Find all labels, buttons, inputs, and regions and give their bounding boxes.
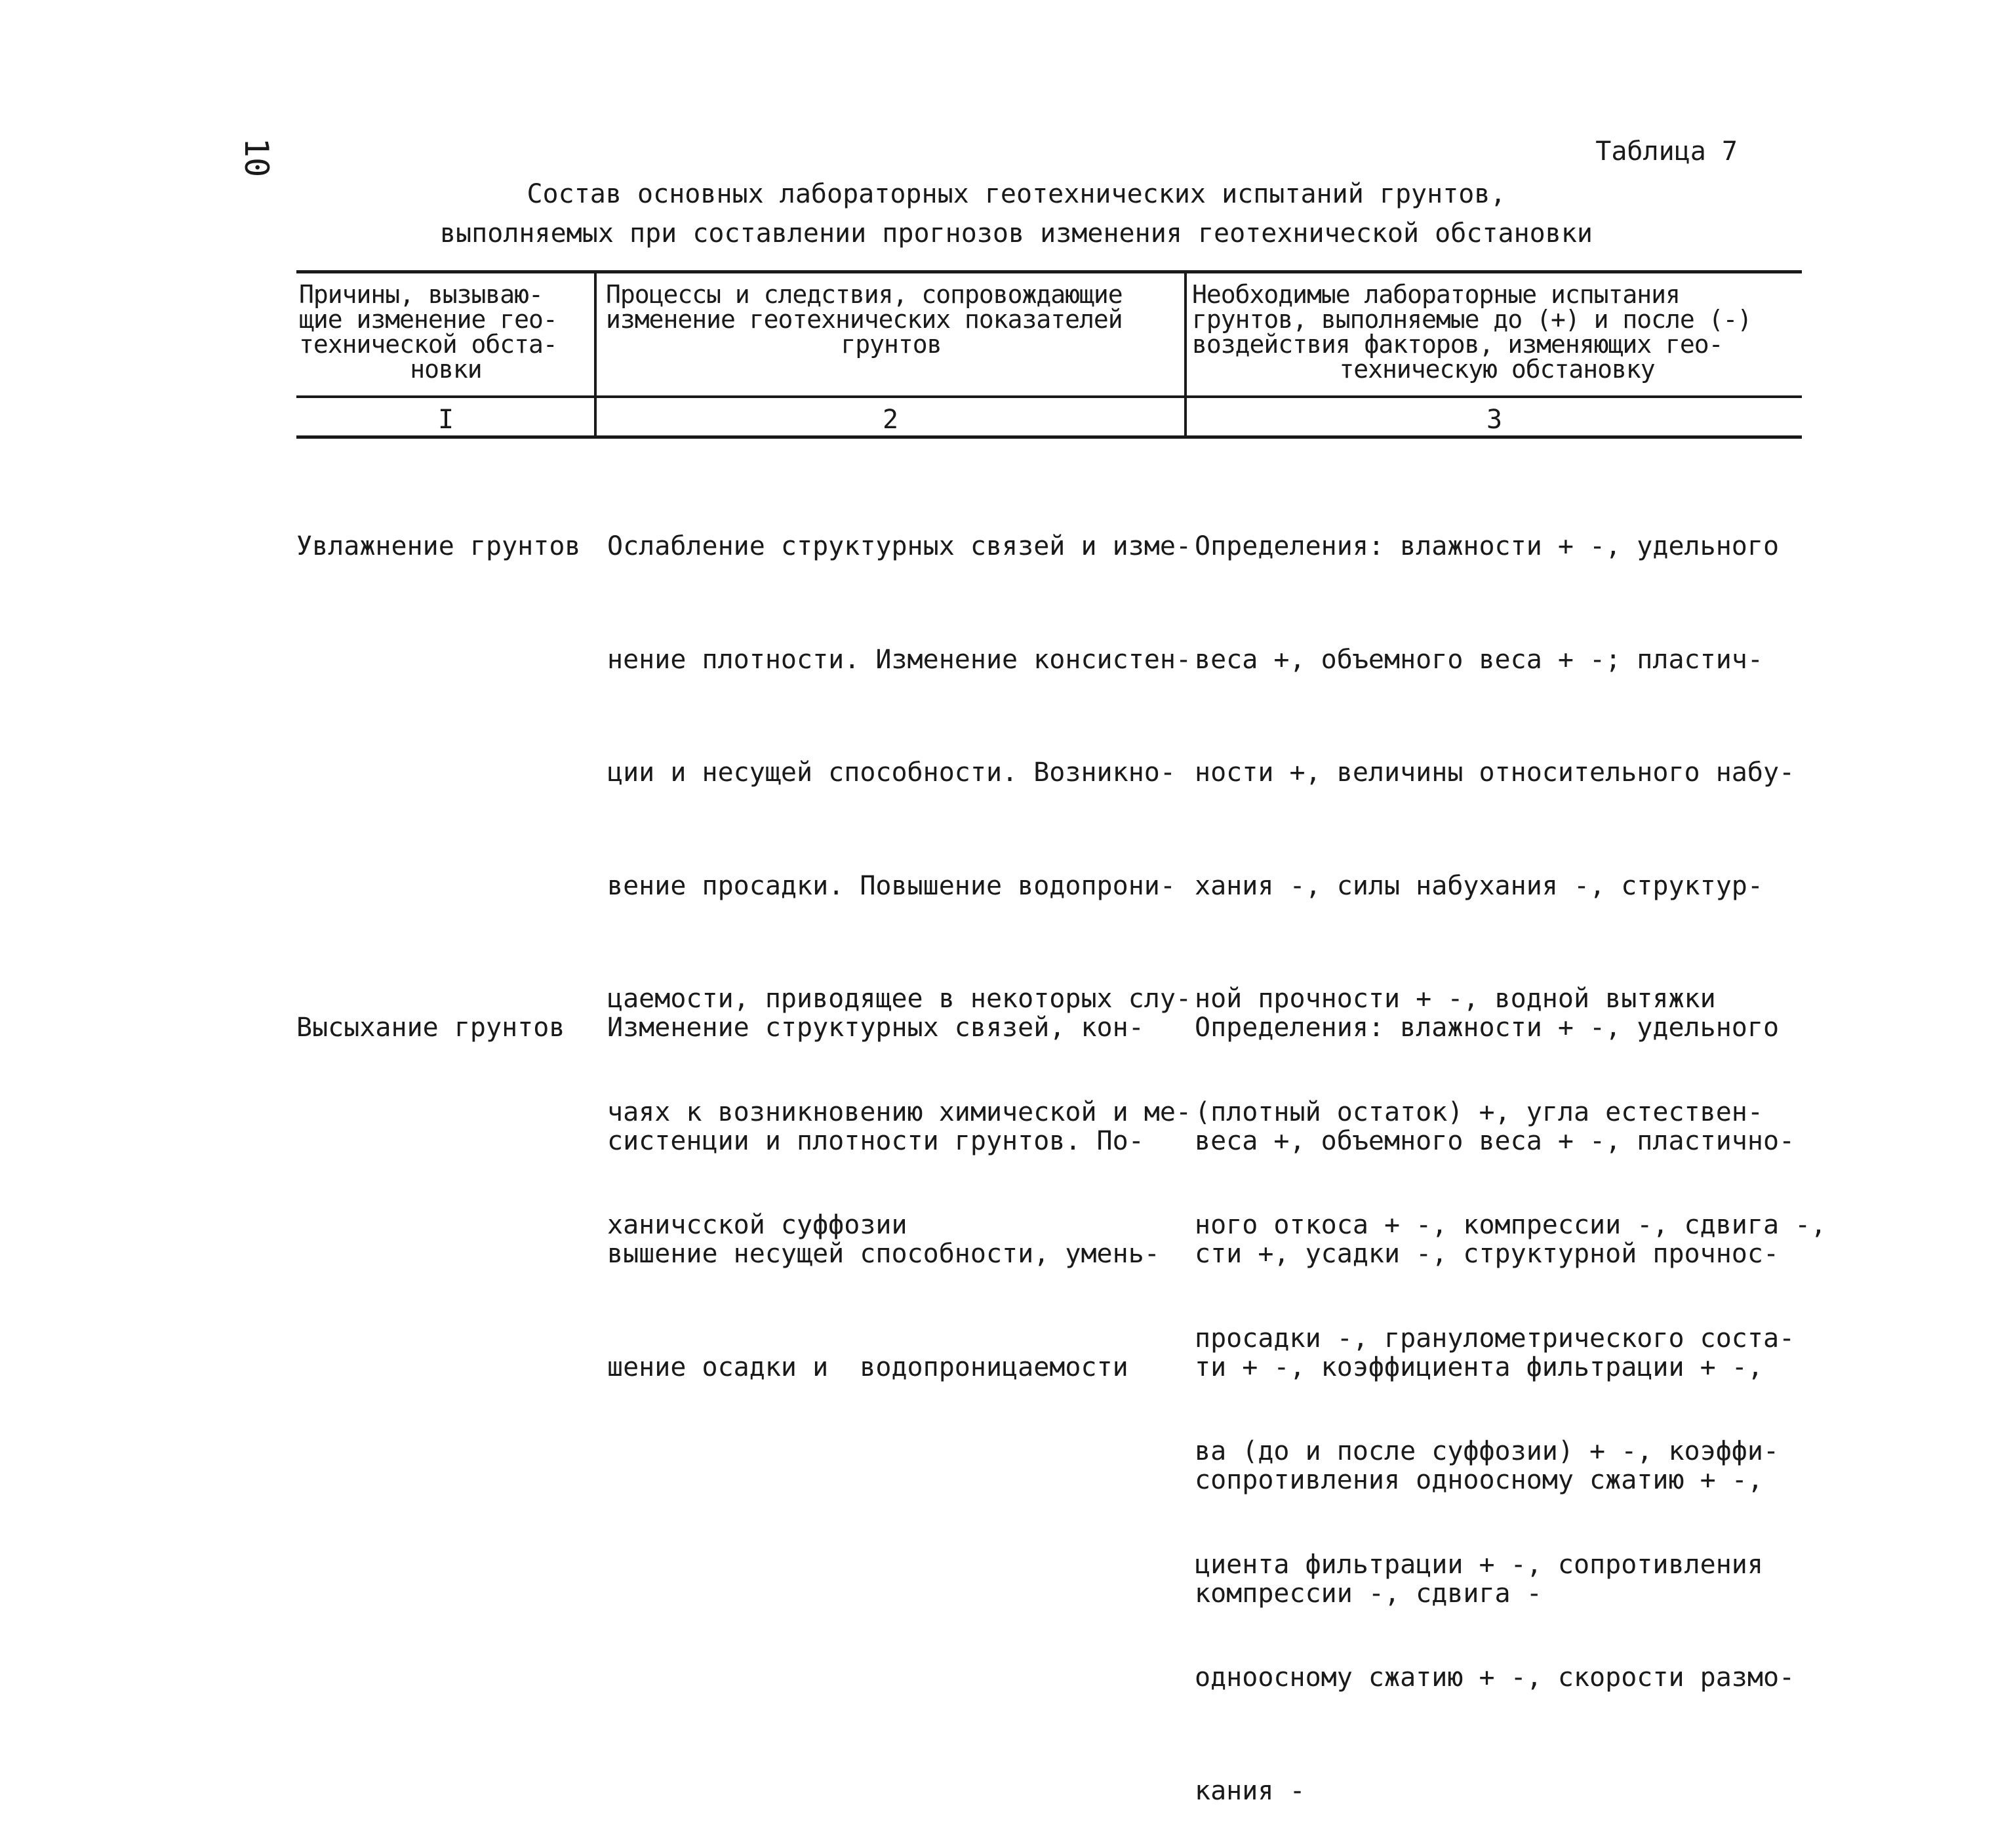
text-line: ной прочности + -, водной вытяжки bbox=[1195, 984, 1716, 1014]
header-line: техническую обстановку bbox=[1339, 355, 1655, 384]
text-line: ного откоса + -, компрессии -, сдвига -, bbox=[1195, 1210, 1827, 1240]
header-line: изменение геотехнических показателей bbox=[606, 305, 1123, 334]
header-line: Необходимые лабораторные испытания bbox=[1192, 280, 1680, 309]
header-cell-tests bbox=[1192, 282, 1802, 382]
text-line: вышение несущей способности, умень- bbox=[607, 1239, 1160, 1269]
text-line: веса +, объемного веса + -, пластично- bbox=[1195, 1125, 1795, 1156]
text-line: вение просадки. Повышение водопрони- bbox=[607, 870, 1176, 901]
header-line: Причины, вызываю- bbox=[299, 280, 543, 309]
text-line: циента фильтрации + -, сопротивления bbox=[1195, 1549, 1763, 1580]
header-cell-causes bbox=[299, 282, 593, 382]
text-line: просадки -, гранулометрического соста- bbox=[1195, 1323, 1795, 1354]
text-line: сопротивления одноосному сжатию + -, bbox=[1195, 1465, 1763, 1495]
text-line: ханичсской суффозии bbox=[607, 1210, 907, 1240]
table-top-rule bbox=[296, 270, 1802, 273]
text-line: компрессии -, сдвига - bbox=[1195, 1578, 1542, 1609]
column-number-1: I bbox=[437, 405, 454, 435]
row-2-cause bbox=[296, 934, 565, 1085]
numbers-bottom-rule bbox=[296, 435, 1802, 439]
text-line: ти + -, коэффициента фильтрации + -, bbox=[1195, 1352, 1763, 1382]
header-line: воздействия факторов, изменяющих гео- bbox=[1192, 330, 1723, 359]
header-line: новки bbox=[410, 355, 482, 384]
text-line: ва (до и после суффозии) + -, коэффи- bbox=[1195, 1436, 1780, 1466]
header-line: грунтов, выполняемые до (+) и после (-) bbox=[1192, 305, 1752, 334]
text-line: шение осадки и водопроницаемости bbox=[607, 1352, 1128, 1382]
text-line: Ослабление структурных связей и изме- bbox=[607, 531, 1192, 561]
column-number-3: 3 bbox=[1486, 405, 1503, 435]
header-line: технической обста- bbox=[299, 330, 557, 359]
header-line: Процессы и следствия, сопровождающие bbox=[606, 280, 1123, 309]
row-2-tests bbox=[1195, 934, 1795, 1651]
text-line: Определения: влажности + -, удельного bbox=[1195, 531, 1780, 561]
header-line: грунтов bbox=[841, 330, 942, 359]
text-line: сти +, усадки -, структурной прочнос- bbox=[1195, 1239, 1780, 1269]
text-line: одноосному сжатию + -, скорости размо- bbox=[1195, 1662, 1795, 1693]
text-line: кания - bbox=[1195, 1775, 1305, 1806]
text-line: Определения: влажности + -, удельного bbox=[1195, 1013, 1780, 1043]
text-line: чаях к возникновению химической и ме- bbox=[607, 1096, 1192, 1127]
text-line: хания -, силы набухания -, структур- bbox=[1195, 870, 1763, 901]
row-1-cause bbox=[296, 452, 580, 603]
header-bottom-rule bbox=[296, 395, 1802, 398]
text-line: ции и несущей способности. Возникно- bbox=[607, 757, 1176, 788]
header-line: щие изменение гео- bbox=[299, 305, 557, 334]
column-number-2: 2 bbox=[882, 405, 899, 435]
page-number: 10 bbox=[237, 138, 275, 178]
table-title-line-2: выполняемых при составлении прогнозов изменения геотехнической обстановки bbox=[440, 218, 1593, 249]
table-label: Таблица 7 bbox=[1595, 136, 1738, 167]
text-line: нение плотности. Изменение консистен- bbox=[607, 644, 1192, 675]
text-line: Увлажнение грунтов bbox=[296, 531, 581, 561]
text-line: Высыхание грунтов bbox=[296, 1013, 565, 1043]
text-line: веса +, объемного веса + -; пластич- bbox=[1195, 644, 1763, 675]
text-line: цаемости, приводящее в некоторых слу- bbox=[607, 984, 1192, 1014]
row-2-processes bbox=[607, 934, 1160, 1424]
table-title-line-1: Состав основных лабораторных геотехнических испытаний грунтов, bbox=[527, 179, 1506, 209]
header-cell-processes bbox=[606, 282, 1176, 357]
text-line: (плотный остаток) +, угла естествен- bbox=[1195, 1096, 1763, 1127]
text-line: ности +, величины относительного набу- bbox=[1195, 757, 1795, 788]
text-line: Изменение структурных связей, кон- bbox=[607, 1013, 1144, 1043]
text-line: систенции и плотности грунтов. По- bbox=[607, 1125, 1144, 1156]
